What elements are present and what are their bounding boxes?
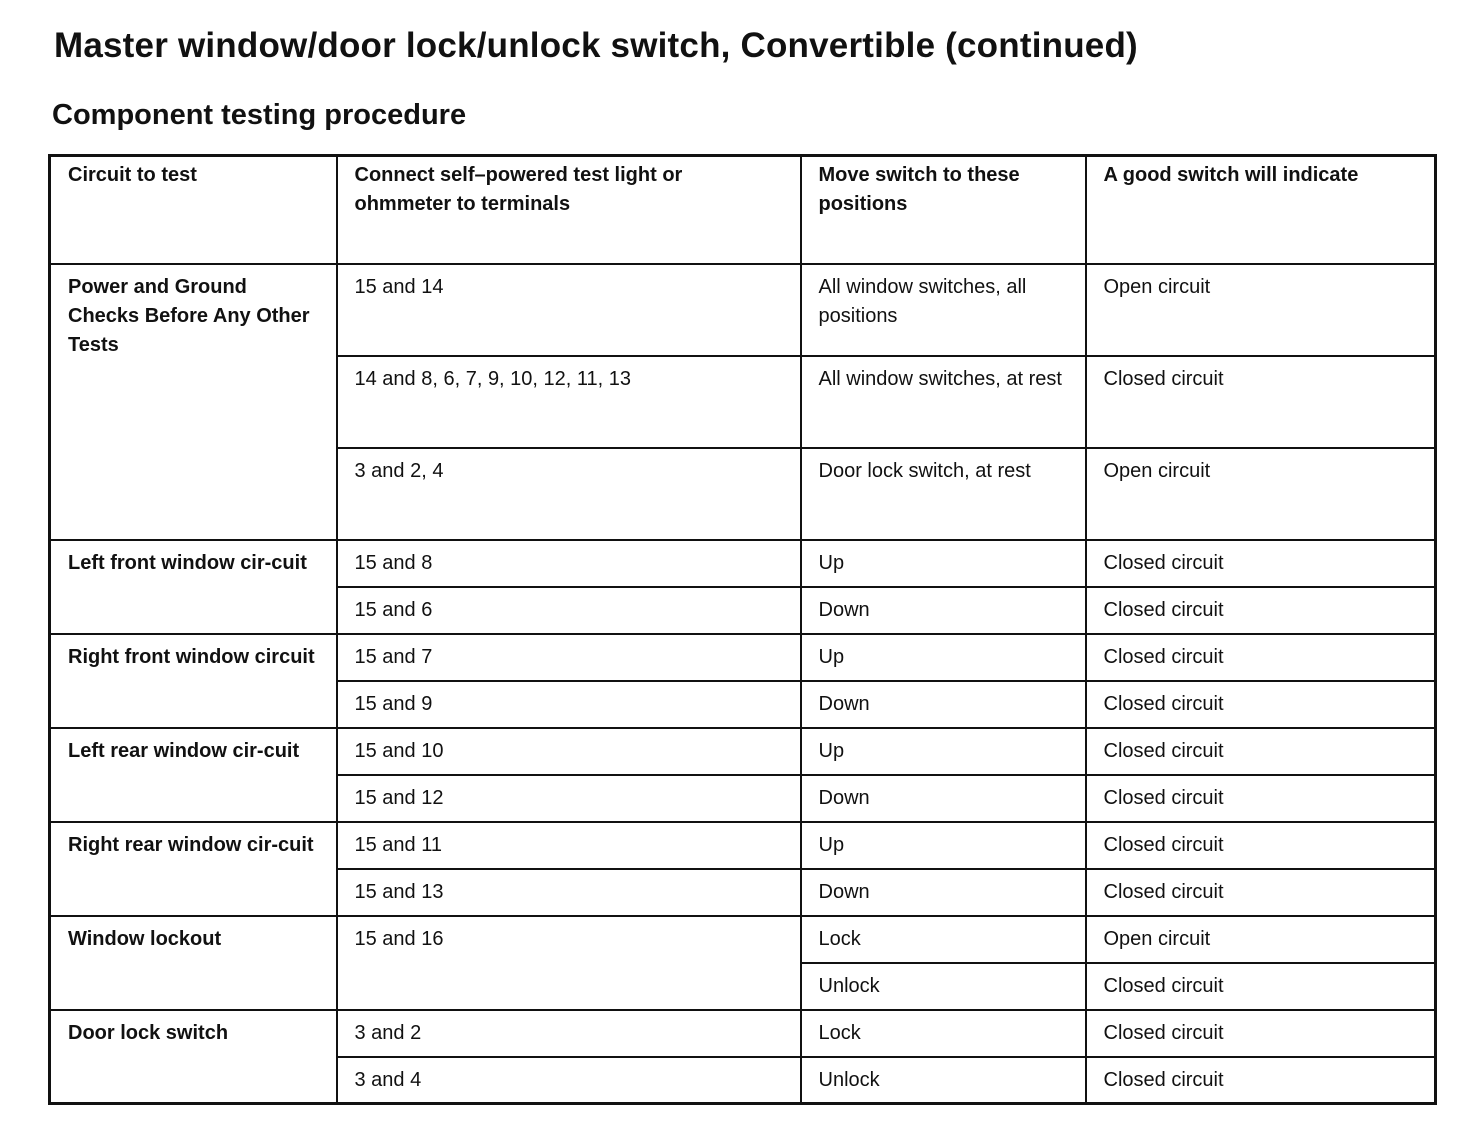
result-cell: Closed circuit: [1086, 634, 1436, 681]
table-header-row: [50, 156, 1436, 264]
terminals-cell: 14 and 8, 6, 7, 9, 10, 12, 11, 13: [337, 356, 801, 448]
header-circuit: Circuit to test: [50, 156, 337, 264]
circuit-cell: Window lockout: [50, 916, 337, 1010]
terminals-cell: 15 and 14: [337, 264, 801, 356]
circuit-cell: Door lock switch: [50, 1010, 337, 1104]
terminals-cell: 3 and 4: [337, 1057, 801, 1104]
terminals-cell: 15 and 11: [337, 822, 801, 869]
terminals-cell: 15 and 8: [337, 540, 801, 587]
circuit-cell: Left rear window cir-cuit: [50, 728, 337, 822]
position-cell: Up: [801, 822, 1086, 869]
position-cell: Lock: [801, 1010, 1086, 1057]
position-cell: All window switches, at rest: [801, 356, 1086, 448]
header-terminals: Connect self–powered test light or ohmmeter to terminals: [337, 156, 801, 264]
table-row: [50, 728, 1436, 775]
result-cell: Closed circuit: [1086, 822, 1436, 869]
position-cell: Lock: [801, 916, 1086, 963]
terminals-cell: 15 and 6: [337, 587, 801, 634]
result-cell: Closed circuit: [1086, 775, 1436, 822]
position-cell: Up: [801, 728, 1086, 775]
result-cell: Closed circuit: [1086, 540, 1436, 587]
result-cell: Closed circuit: [1086, 728, 1436, 775]
terminals-cell: 15 and 16: [337, 916, 801, 1010]
result-cell: Closed circuit: [1086, 869, 1436, 916]
position-cell: Up: [801, 634, 1086, 681]
result-cell: Closed circuit: [1086, 356, 1436, 448]
position-cell: Unlock: [801, 1057, 1086, 1104]
table-row: [50, 540, 1436, 587]
terminals-cell: 15 and 10: [337, 728, 801, 775]
result-cell: Open circuit: [1086, 264, 1436, 356]
header-indicate: A good switch will indicate: [1086, 156, 1436, 264]
circuit-cell: Left front window cir-cuit: [50, 540, 337, 634]
terminals-cell: 3 and 2, 4: [337, 448, 801, 540]
terminals-cell: 15 and 12: [337, 775, 801, 822]
result-cell: Open circuit: [1086, 448, 1436, 540]
result-cell: Open circuit: [1086, 916, 1436, 963]
terminals-cell: 3 and 2: [337, 1010, 801, 1057]
component-test-table: [48, 154, 1437, 1105]
result-cell: Closed circuit: [1086, 963, 1436, 1010]
position-cell: Down: [801, 869, 1086, 916]
table-row: [50, 916, 1436, 963]
page-title: Master window/door lock/unlock switch, Convertible (continued): [54, 26, 1138, 65]
section-subtitle: Component testing procedure: [52, 99, 467, 131]
circuit-cell: Right front window circuit: [50, 634, 337, 728]
position-cell: Down: [801, 681, 1086, 728]
table-row: [50, 822, 1436, 869]
position-cell: All window switches, all positions: [801, 264, 1086, 356]
terminals-cell: 15 and 7: [337, 634, 801, 681]
terminals-cell: 15 and 13: [337, 869, 801, 916]
circuit-cell: Power and Ground Checks Before Any Other Tests: [50, 264, 337, 540]
result-cell: Closed circuit: [1086, 1010, 1436, 1057]
position-cell: Door lock switch, at rest: [801, 448, 1086, 540]
table-row: [50, 634, 1436, 681]
result-cell: Closed circuit: [1086, 1057, 1436, 1104]
position-cell: Down: [801, 775, 1086, 822]
table-row: [50, 1010, 1436, 1057]
result-cell: Closed circuit: [1086, 587, 1436, 634]
header-positions: Move switch to these positions: [801, 156, 1086, 264]
position-cell: Unlock: [801, 963, 1086, 1010]
table-row: [50, 264, 1436, 356]
circuit-cell: Right rear window cir-cuit: [50, 822, 337, 916]
terminals-cell: 15 and 9: [337, 681, 801, 728]
position-cell: Up: [801, 540, 1086, 587]
result-cell: Closed circuit: [1086, 681, 1436, 728]
position-cell: Down: [801, 587, 1086, 634]
